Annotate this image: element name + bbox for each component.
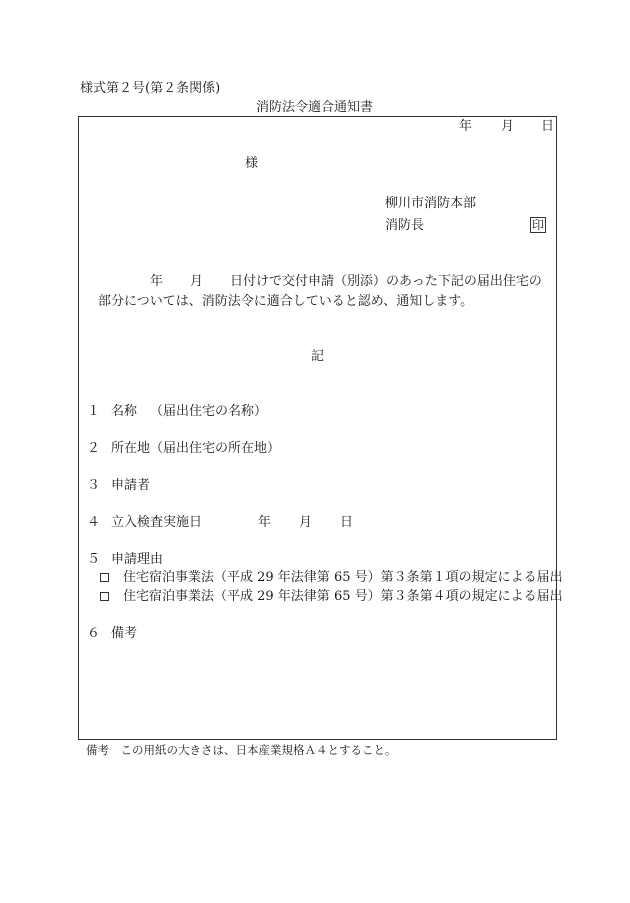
form-id-label: 様式第２号(第２条関係) [80, 81, 221, 96]
item1-number: １ [87, 404, 101, 419]
seal-label: 印 [532, 218, 545, 232]
item6-number: ６ [87, 626, 101, 641]
document-frame [78, 116, 557, 740]
item1-label: 名称 [111, 404, 138, 419]
checkbox-square[interactable] [100, 573, 109, 582]
item6-label: 備考 [111, 626, 138, 641]
item5-number: ５ [87, 552, 101, 567]
date-year-label: 年 [459, 119, 473, 134]
item4-month-label: 月 [299, 515, 313, 530]
item2-number: ２ [87, 441, 101, 456]
document-title: 消防法令適合通知書 [256, 100, 374, 115]
item4-label: 立入検査実施日 [111, 515, 203, 530]
item4-year-label: 年 [258, 515, 272, 530]
footnote: 備考 この用紙の大きさは、日本産業規格Ａ４とすること。 [86, 743, 397, 757]
seal-mark [530, 217, 546, 233]
item4-day-label: 日 [340, 515, 354, 530]
ki-label: 記 [311, 349, 325, 364]
body-month-label: 月 [190, 274, 204, 289]
issuer-org: 柳川市消防本部 [385, 196, 477, 211]
reason-option-2 [100, 590, 563, 603]
item3-number: ３ [87, 478, 101, 493]
checkbox-square[interactable] [100, 592, 109, 601]
item3-label: 申請者 [111, 478, 151, 493]
item4-number: ４ [87, 515, 101, 530]
item2-label: 所在地（届出住宅の所在地） [111, 441, 281, 456]
date-month-label: 月 [501, 119, 515, 134]
body-line1-text: 日付けで交付申請（別添）のあった下記の届出住宅の [230, 274, 542, 289]
reason-option-2-label: 住宅宿泊事業法（平成 29 年法律第 65 号）第３条第４項の規定による届出 [123, 589, 563, 604]
reason-option-1 [100, 571, 563, 584]
item5-label: 申請理由 [111, 552, 164, 567]
reason-option-1-label: 住宅宿泊事業法（平成 29 年法律第 65 号）第３条第１項の規定による届出 [123, 570, 563, 585]
addressee-suffix: 様 [245, 156, 259, 171]
item1-note: （届出住宅の名称） [150, 404, 268, 419]
date-day-label: 日 [541, 119, 555, 134]
body-line2-text: 部分については、消防法令に適合していると認め、通知します。 [98, 294, 474, 309]
issuer-position: 消防長 [385, 218, 425, 233]
body-year-label: 年 [150, 274, 164, 289]
